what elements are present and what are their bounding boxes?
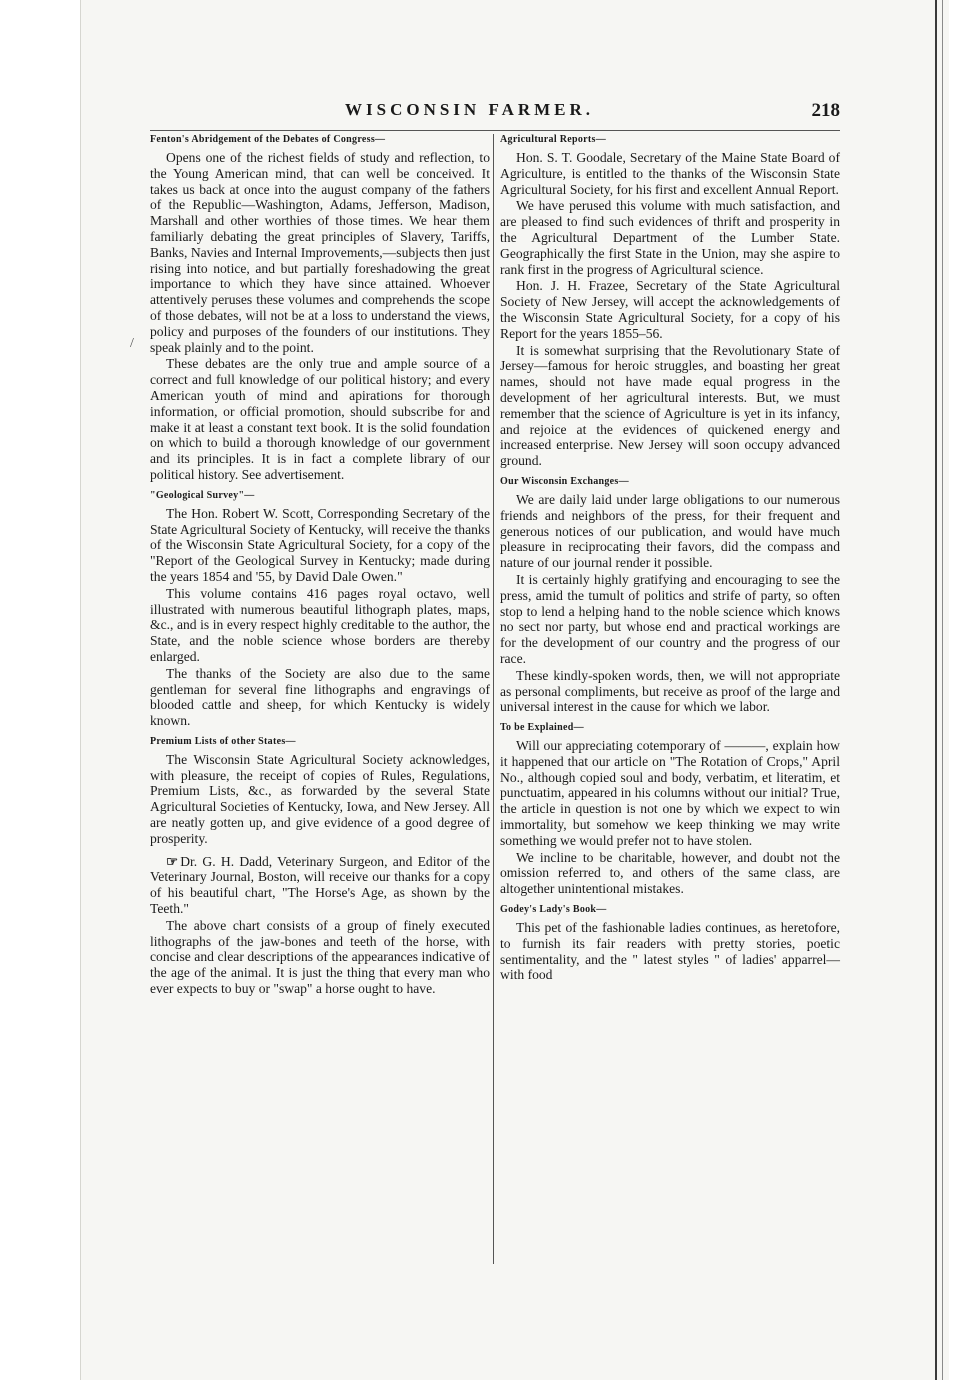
- paragraph-text: The thanks of the Society are also due to the same gentleman for several fine lithographs and engravings of blooded cattle and sheep, for which Kentucky is widely known.: [150, 665, 490, 729]
- article-paragraph: [150, 506, 490, 585]
- paragraph-text: Hon. J. H. Frazee, Secretary of the State Agricultural Society of New Jersey, will accept the acknowledgements of the Wisconsin State Agricultural Society, for a copy of his Report for the years 1855–56.: [500, 278, 840, 341]
- article-paragraph: [500, 278, 840, 341]
- page-number: 218: [811, 100, 840, 121]
- paragraph-text: It is certainly highly gratifying and encouraging to see the press, amid the tumult of politics and strife of party, so often stop to lend a helping hand to the noble science which knows no sect nor party, but whose end and practical workings are for the development of our country and the progress of our race.: [500, 571, 840, 666]
- paragraph-text: We have perused this volume with much satisfaction, and are pleased to find such evidences of thrift and prosperity in the Agricultural Department of the Lumber State. Geographically the first State in the Union, may she aspire to rank first in the progress of Agricultural science.: [500, 198, 840, 277]
- article-section: [150, 490, 490, 729]
- article-paragraph: [500, 492, 840, 571]
- paragraph-text: Opens one of the richest fields of study and reflection, to the Young American mind, that can well be conceived. It takes us back at once into the august company of the fathers of the Republic—Washington, Adams, Jefferson, Madison, Marshall and other worthies of those times. We hear them familiarly debating the great principles of Slavery, Tariffs, Banks, Navies and Internal Improvements,—subjects then just rising into notice, and but partially foreshadowing the great importance to which they have since attained. Whoever attentively peruses these volumes and comprehends the scope of those debates, will not be at a loss to understand the views, policy and purposes of the founders of our institutions. They speak plainly and to the point.: [150, 150, 490, 355]
- article-section: [500, 904, 840, 983]
- paragraph-text: The above chart consists of a group of finely executed lithographs of the jaw-bones and teeth of the horse, with concise and clear descriptions of the appearances indicative of the age of the animal. It is just the thing that every man who ever expects to buy or "swap" a horse ought to have.: [150, 917, 490, 997]
- article-paragraph: [150, 918, 490, 997]
- article-paragraph: [500, 738, 840, 849]
- column-divider: [493, 134, 494, 1264]
- page-header: [150, 100, 840, 126]
- article-section: [150, 854, 490, 997]
- binding-edge: [935, 0, 937, 1380]
- paragraph-text: Hon. S. T. Goodale, Secretary of the Maine State Board of Agriculture, is entitled to the thanks of the Wisconsin State Agricultural Society, for his first and excellent Annual Report.: [500, 150, 840, 197]
- article-paragraph: [500, 198, 840, 277]
- article-paragraph: [150, 752, 490, 847]
- paragraph-text: The Hon. Robert W. Scott, Corresponding Secretary of the State Agricultural Society of Kentucky, will receive the thanks of the Wisconsin State Agricultural Society, for a copy of the "Report of the Geological Survey in Kentucky; made during the years 1854 and '55, by David Dale Owen.": [150, 505, 490, 584]
- article-heading: Premium Lists of other States—: [150, 735, 296, 747]
- article-paragraph: [150, 666, 490, 729]
- article-heading: Agricultural Reports—: [500, 134, 607, 145]
- paragraph-text: We are daily laid under large obligations to our numerous friends and neighbors of the press, for their frequent and generous notices of our publication, and would have much pleasure in reciprocating their favors, did the compass and nature of our journal render it possible.: [500, 491, 840, 571]
- article-section: [500, 134, 840, 469]
- paragraph-text: We incline to be charitable, however, and doubt not the omission referred to, and others of the same class, are altogether unintentional mistakes.: [500, 849, 840, 897]
- article-paragraph: [500, 572, 840, 667]
- article-heading: Godey's Lady's Book—: [500, 904, 607, 916]
- article-heading: Fenton's Abridgement of the Debates of Congress—: [150, 134, 386, 145]
- article-paragraph: [500, 343, 840, 469]
- article-paragraph: [500, 150, 840, 197]
- paragraph-text: The Wisconsin State Agricultural Society acknowledges, with pleasure, the receipt of copies of Rules, Regulations, Premium Lists, &c., as forwarded by the several State Agricultural Societies of Kentucky, Iowa, and New Jersey. All are neatly gotten up, and give evidence of a good degree of prosperity.: [150, 751, 490, 846]
- article-heading: To be Explained—: [500, 722, 584, 734]
- article-section: [150, 736, 490, 847]
- article-paragraph: [500, 850, 840, 897]
- article-section: [500, 722, 840, 897]
- left-column: [150, 134, 490, 997]
- article-section: [150, 134, 490, 483]
- paragraph-text: These kindly-spoken words, then, we will not appropriate as personal compliments, but receive as proof of the large and universal interest in the cause for which we labor.: [500, 667, 840, 715]
- right-column: [500, 134, 840, 983]
- paragraph-text: Dr. G. H. Dadd, Veterinary Surgeon, and Editor of the Veterinary Journal, Boston, will receive our thanks for a copy of his beautiful chart, "The Horse's Age, as shown by the Teeth.": [150, 853, 490, 917]
- paragraph-text: This volume contains 416 pages royal octavo, well illustrated with numerous beautiful lithograph plates, maps, &c., and is in every respect highly creditable to the author, the State, and the noble science whose borders are thereby enlarged.: [150, 585, 490, 664]
- paragraph-text: It is somewhat surprising that the Revolutionary State of Jersey—famous for heroic struggles, and boasting her great names, should not have made equal progress in the development of her agricultural interests. But, we must remember that the science of Agriculture is yet in its infancy, and rejoice at the evidences of quickened energy and increased enterprise. New Jersey will soon occupy advanced ground.: [500, 342, 840, 469]
- article-paragraph: [150, 356, 490, 482]
- article-heading: Our Wisconsin Exchanges—: [500, 475, 629, 487]
- binding-edge-inner: [942, 0, 943, 1380]
- article-heading: "Geological Survey"—: [150, 489, 255, 501]
- running-title: WISCONSIN FARMER.: [345, 100, 595, 119]
- article-paragraph: [150, 150, 490, 355]
- article-paragraph: [150, 586, 490, 665]
- pointing-hand-icon: ☞: [166, 853, 179, 869]
- article-paragraph: [500, 668, 840, 715]
- header-rule: [150, 130, 840, 131]
- paragraph-text: Will our appreciating cotemporary of ———, explain how it happened that our article on "The Rotation of Crops," April No., although copied soul and body, verbatim, et literatim, et punctuatim, appeared in his columns without our initial? True, the article in question is not one by which we expect to win immortality, but somehow we keep thinking we may write something we would prefer not to have stolen.: [500, 738, 840, 848]
- article-paragraph: [150, 854, 490, 917]
- margin-mark: /: [130, 336, 134, 351]
- article-paragraph: [500, 920, 840, 983]
- paragraph-text: This pet of the fashionable ladies continues, as heretofore, to furnish its fair readers with pretty stories, poetic sentimentality, and the " latest styles " of ladies' apparrel—with food: [500, 920, 840, 983]
- article-section: [500, 476, 840, 715]
- paragraph-text: These debates are the only true and ample source of a correct and full knowledge of our political history; and every American youth of mind and apirations for thorough information, or official promotion, should subscribe for and make it at least a constant text book. It is the solid foundation on which to build a thorough knowledge of our government and its principles. It is in fact a complete library of our political history. See advertisement.: [150, 356, 490, 482]
